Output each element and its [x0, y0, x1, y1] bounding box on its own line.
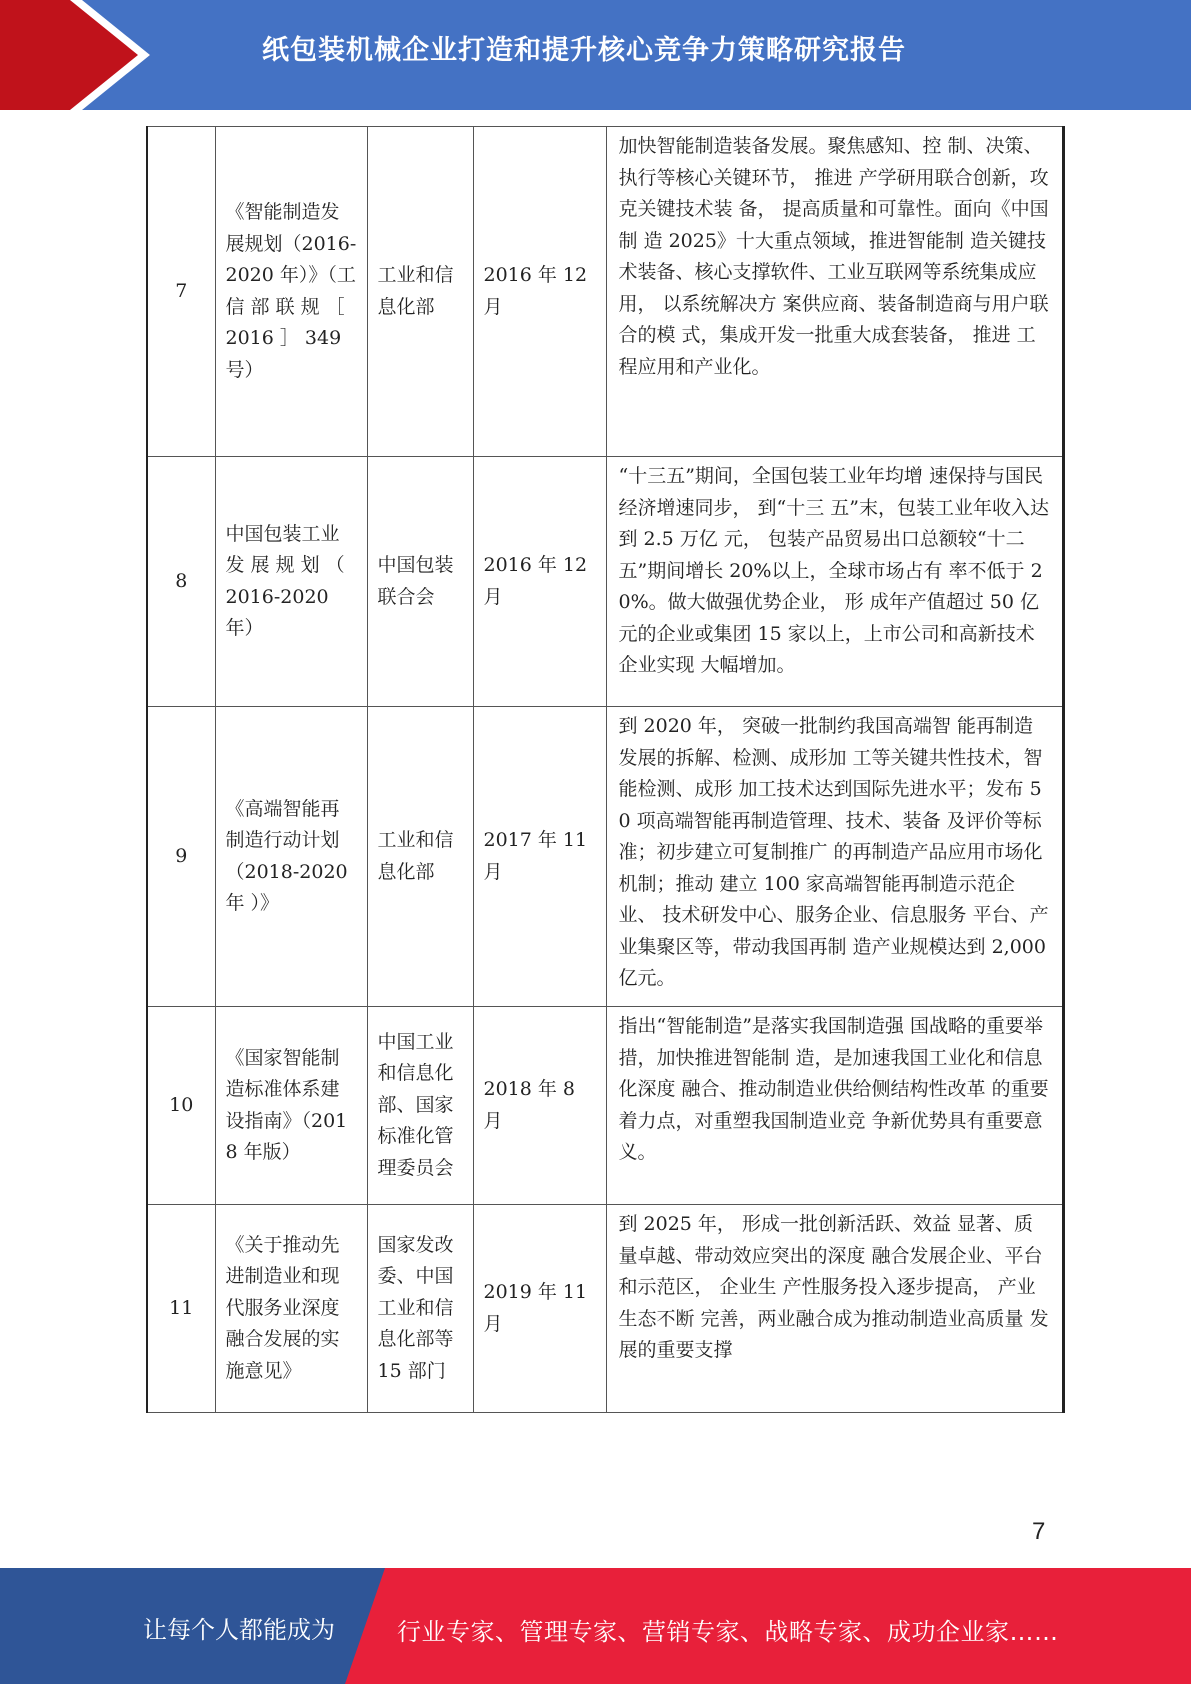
policy-description: 加快智能制造装备发展。聚焦感知、控 制、决策、执行等核心关键环节， 推进 产学研用联合创新，攻克关键技术装 备， 提高质量和可靠性。面向《中国制 造 2025》十大重点领域，推进智能制 造关键技术装备、核心支撑软件、工业互联网等系统集成应用， 以系统解决方 案供应商、装备制造商与用户联合的模 式，集成开发一批重大成套装备， 推进 工程应用和产业化。 — [606, 127, 1063, 457]
issue-date: 2016 年 12 月 — [473, 127, 606, 457]
issuing-department: 中国工业和信息化部、国家标准化管理委员会 — [367, 1007, 473, 1205]
row-number: 7 — [147, 127, 215, 457]
page-number: 7 — [1032, 1518, 1046, 1545]
policy-description: 到 2020 年， 突破一批制约我国高端智 能再制造发展的拆解、检测、成形加 工等关键共性技术，智能检测、成形 加工技术达到国际先进水平；发布 50 项高端智能再制造管理、技术、装备 及评价等标准；初步建立可复制推广 的再制造产品应用市场化机制；推动 建立 100 家高端智能再制造示范企业、 技术研发中心、服务企业、信息服务 平台、产业集聚区等，带动我国再制 造产业规模达到 2,000 亿元。 — [606, 707, 1063, 1007]
policy-description: 指出“智能制造”是落实我国制造强 国战略的重要举措，加快推进智能制 造，是加速我国工业化和信息化深度 融合、推动制造业供给侧结构性改革 的重要着力点，对重塑我国制造业竞 争新优势具有重要意义。 — [606, 1007, 1063, 1205]
header-red-arrow-shape — [0, 0, 150, 110]
policy-name: 中国包装工业 发 展 规 划 （ 2016-2020 年） — [215, 457, 367, 707]
policy-table — [146, 126, 1065, 1413]
policy-name: 《智能制造发 展规划（2016- 2020 年）》（工信 部 联 规 ［ 2016 ］ 349 号） — [215, 127, 367, 457]
report-title: 纸包装机械企业打造和提升核心竞争力策略研究报告 — [262, 35, 906, 66]
issuing-department: 工业和信息化部 — [367, 127, 473, 457]
table-row — [147, 127, 1063, 457]
header-band — [0, 0, 1191, 110]
table-row — [147, 457, 1063, 707]
issuing-department: 国家发改委、中国工业和信息化部等 15 部门 — [367, 1205, 473, 1413]
footer-slogan-left: 让每个人都能成为 — [143, 1616, 335, 1644]
row-number: 11 — [147, 1205, 215, 1413]
table-row — [147, 1205, 1063, 1413]
footer-slogan-right: 行业专家、管理专家、营销专家、战略专家、成功企业家…… — [397, 1618, 1059, 1646]
issue-date: 2019 年 11 月 — [473, 1205, 606, 1413]
table-row — [147, 1007, 1063, 1205]
row-number: 9 — [147, 707, 215, 1007]
policy-description: “十三五”期间，全国包装工业年均增 速保持与国民经济增速同步， 到“十三 五”末，包装工业年收入达到 2.5 万亿 元， 包装产品贸易出口总额较“十二 五”期间增长 20%以上，全球市场占有 率不低于 20%。做大做强优势企业， 形 成年产值超过 50 亿元的企业或集团 15 家以上，上市公司和高新技术企业实现 大幅增加。 — [606, 457, 1063, 707]
policy-name: 《国家智能制造标准体系建设指南》（2018 年版） — [215, 1007, 367, 1205]
policy-description: 到 2025 年， 形成一批创新活跃、效益 显著、质量卓越、带动效应突出的深度 融合发展企业、平台和示范区， 企业生 产性服务投入逐步提高， 产业生态不断 完善，两业融合成为推动制造业高质量 发展的重要支撑 — [606, 1205, 1063, 1413]
issue-date: 2018 年 8 月 — [473, 1007, 606, 1205]
policy-table-container — [146, 126, 1062, 1413]
issue-date: 2016 年 12 月 — [473, 457, 606, 707]
row-number: 10 — [147, 1007, 215, 1205]
policy-name: 《关于推动先 进制造业和现 代服务业深度 融合发展的实 施意见》 — [215, 1205, 367, 1413]
issuing-department: 工业和信息化部 — [367, 707, 473, 1007]
policy-name: 《高端智能再制造行动计划（2018-2020 年 ）》 — [215, 707, 367, 1007]
issue-date: 2017 年 11 月 — [473, 707, 606, 1007]
table-row — [147, 707, 1063, 1007]
row-number: 8 — [147, 457, 215, 707]
issuing-department: 中国包装联合会 — [367, 457, 473, 707]
